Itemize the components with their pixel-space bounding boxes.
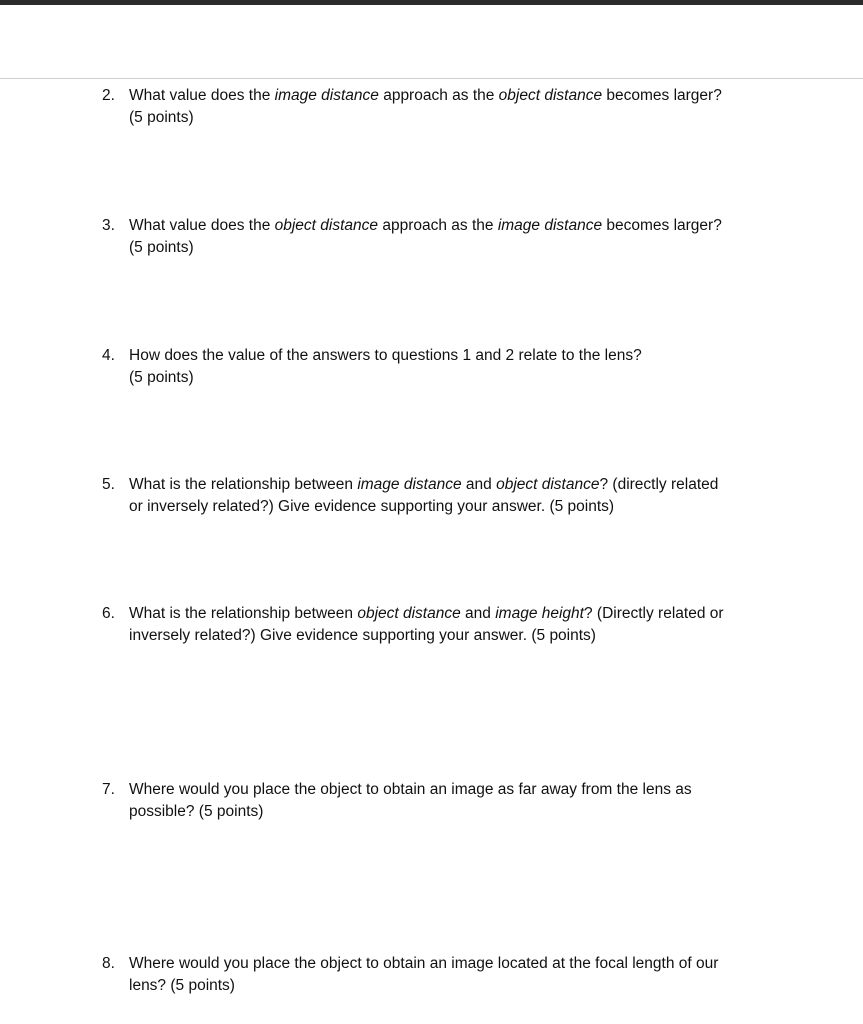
question-text: [129, 215, 782, 259]
text-segment: (5 points): [129, 239, 194, 256]
emphasized-term: image distance: [497, 217, 603, 234]
question-number: 3.: [102, 217, 115, 234]
question-text-line: [129, 237, 782, 259]
question-text: [129, 345, 782, 389]
question-text-line: [129, 474, 782, 496]
text-segment: (5 points): [129, 109, 194, 126]
question-text-line: [129, 801, 782, 823]
question-8: [102, 953, 782, 997]
text-segment: ? (Directly related or: [583, 605, 724, 622]
window-top-bar: [0, 0, 863, 5]
emphasized-term: object distance: [498, 87, 603, 104]
question-text: [129, 474, 782, 518]
text-segment: ? (directly related: [599, 476, 719, 493]
question-text-line: [129, 975, 782, 997]
emphasized-term: image distance: [274, 87, 379, 104]
text-segment: How does the value of the answers to questions 1 and 2 relate to the lens?: [129, 347, 642, 364]
question-text-line: [129, 107, 782, 129]
text-segment: possible? (5 points): [129, 803, 264, 820]
text-segment: lens? (5 points): [129, 977, 235, 994]
question-text-line: [129, 625, 782, 647]
question-text-line: [129, 779, 782, 801]
text-segment: approach as the: [378, 217, 498, 234]
text-segment: and: [460, 605, 496, 622]
emphasized-term: object distance: [357, 605, 461, 622]
question-text: [129, 953, 782, 997]
text-segment: or inversely related?) Give evidence supporting your answer. (5 points): [129, 498, 615, 515]
text-segment: What is the relationship between: [129, 476, 358, 493]
question-number: 4.: [102, 347, 115, 364]
question-5: [102, 474, 782, 518]
text-segment: Where would you place the object to obtain an image as far away from the lens as: [129, 781, 692, 798]
question-4: [102, 345, 782, 389]
text-segment: approach as the: [378, 87, 499, 104]
text-segment: becomes larger?: [602, 217, 722, 234]
question-text-line: [129, 367, 782, 389]
question-6: [102, 603, 782, 647]
question-number: 8.: [102, 955, 115, 972]
question-3: [102, 215, 782, 259]
question-text-line: [129, 953, 782, 975]
question-2: [102, 85, 782, 129]
emphasized-term: object distance: [496, 476, 600, 493]
question-7: [102, 779, 782, 823]
question-number: 6.: [102, 605, 115, 622]
question-text-line: [129, 345, 782, 367]
text-segment: inversely related?) Give evidence supporting your answer. (5 points): [129, 627, 596, 644]
question-text: [129, 603, 782, 647]
question-number: 7.: [102, 781, 115, 798]
emphasized-term: image distance: [357, 476, 462, 493]
question-text-line: [129, 215, 782, 237]
question-number: 2.: [102, 87, 115, 104]
question-text-line: [129, 496, 782, 518]
text-segment: and: [461, 476, 497, 493]
text-segment: What value does the: [129, 87, 275, 104]
emphasized-term: object distance: [274, 217, 379, 234]
text-segment: becomes larger?: [602, 87, 722, 104]
question-number: 5.: [102, 476, 115, 493]
page-divider: [0, 78, 863, 79]
question-text-line: [129, 603, 782, 625]
question-text: [129, 779, 782, 823]
text-segment: What is the relationship between: [129, 605, 358, 622]
question-text-line: [129, 85, 782, 107]
emphasized-term: image height: [495, 605, 584, 622]
text-segment: What value does the: [129, 217, 275, 234]
text-segment: (5 points): [129, 369, 194, 386]
question-text: [129, 85, 782, 129]
text-segment: Where would you place the object to obtain an image located at the focal length of our: [129, 955, 719, 972]
